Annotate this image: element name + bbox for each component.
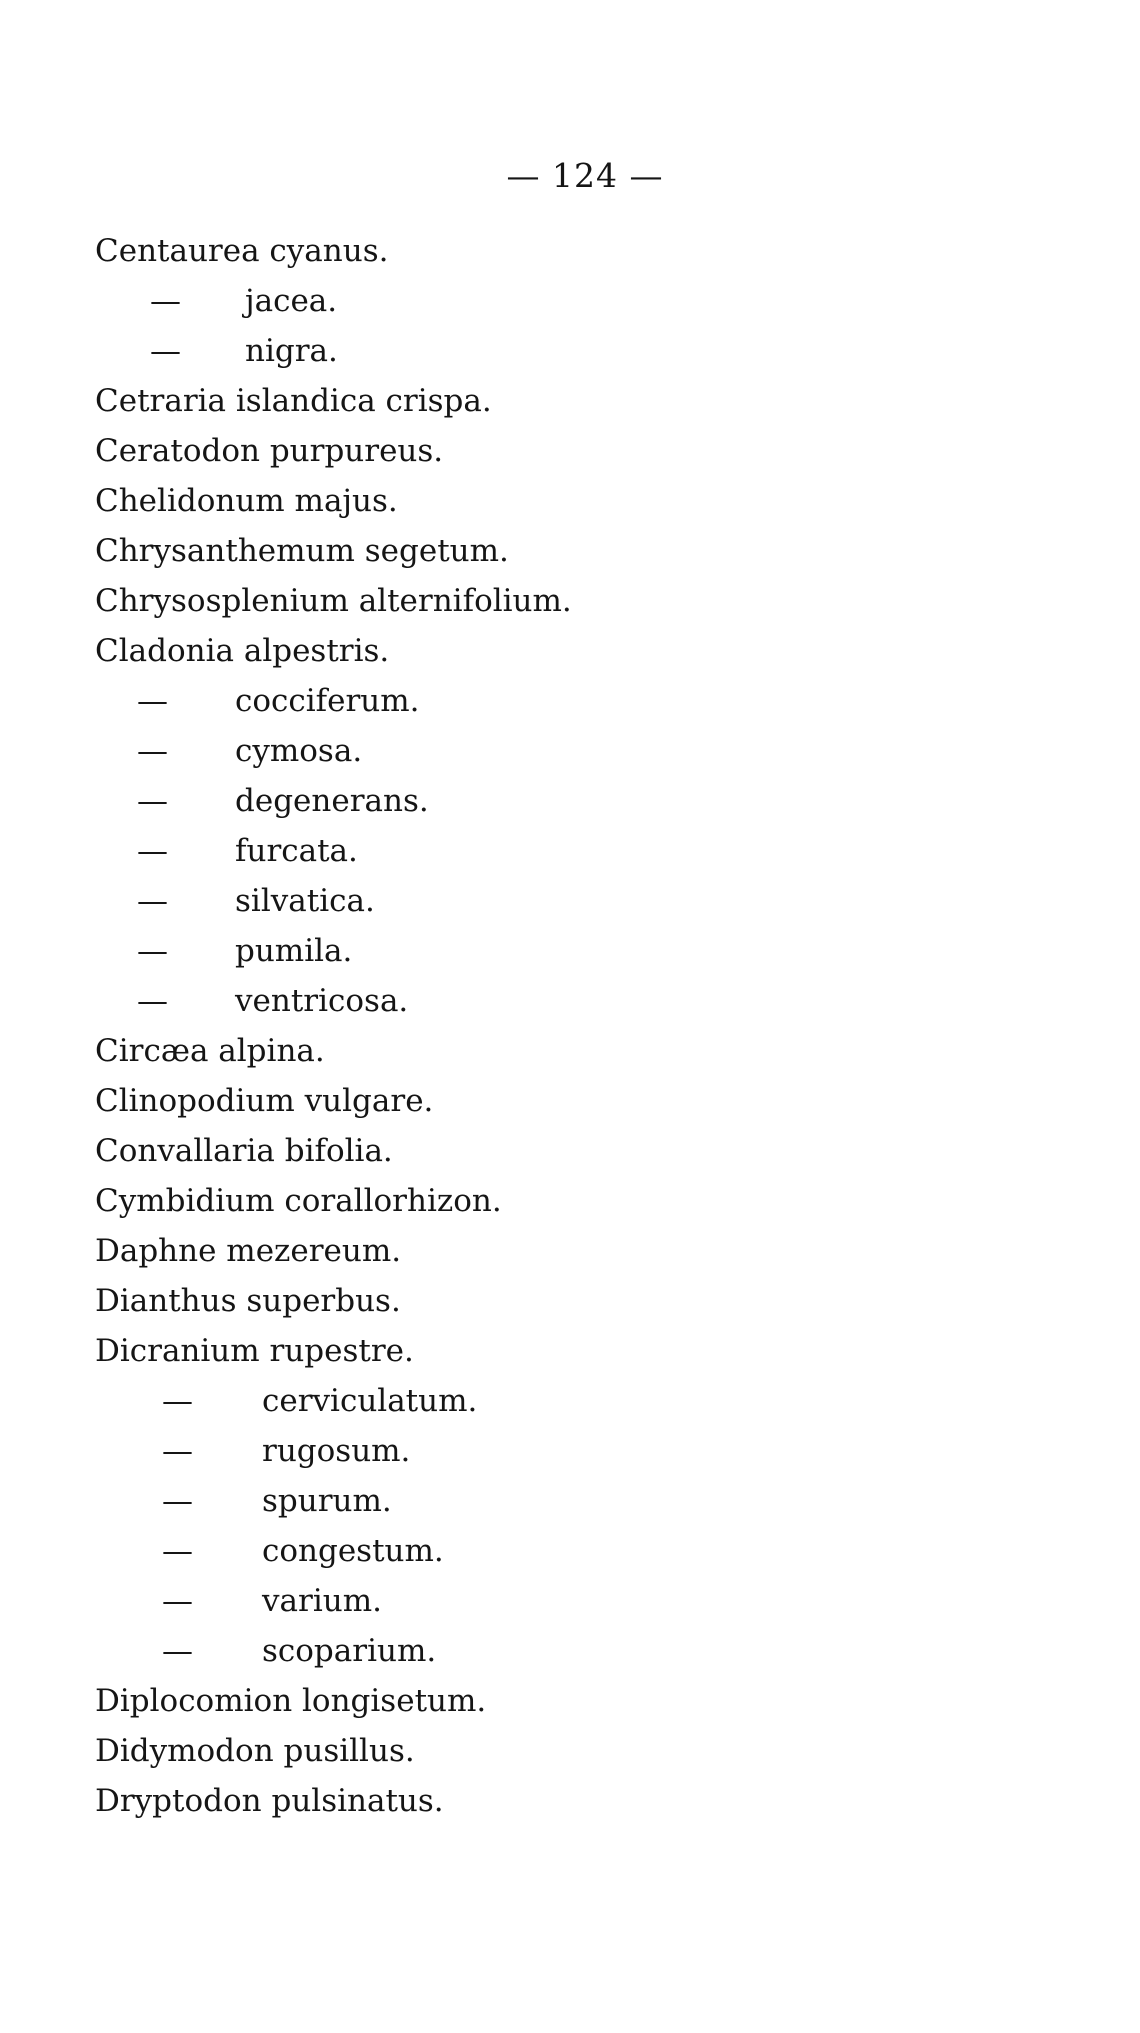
species-entry: ventricosa. <box>235 983 409 1019</box>
species-entry: cymosa. <box>235 733 363 769</box>
species-entry: jacea. <box>245 283 338 319</box>
species-entry: pumila. <box>235 933 353 969</box>
ditto-dash: — <box>137 783 168 819</box>
page-number: — 124 — <box>506 156 664 195</box>
species-entry: spurum. <box>262 1483 392 1519</box>
species-entry: rugosum. <box>262 1433 411 1469</box>
ditto-dash: — <box>150 283 181 319</box>
genus-entry: Clinopodium vulgare. <box>95 1083 434 1119</box>
ditto-dash: — <box>137 933 168 969</box>
genus-entry: Cladonia alpestris. <box>95 633 390 669</box>
genus-entry: Daphne mezereum. <box>95 1233 402 1269</box>
genus-entry: Didymodon pusillus. <box>95 1733 415 1769</box>
ditto-dash: — <box>162 1583 193 1619</box>
genus-entry: Chrysanthemum segetum. <box>95 533 509 569</box>
genus-entry: Dryptodon pulsinatus. <box>95 1783 444 1819</box>
genus-entry: Diplocomion longisetum. <box>95 1683 487 1719</box>
genus-entry: Cetraria islandica crispa. <box>95 383 492 419</box>
ditto-dash: — <box>137 833 168 869</box>
species-entry: cocciferum. <box>235 683 420 719</box>
species-entry: cerviculatum. <box>262 1383 478 1419</box>
genus-entry: Centaurea cyanus. <box>95 233 389 269</box>
ditto-dash: — <box>137 883 168 919</box>
genus-entry: Ceratodon purpureus. <box>95 433 444 469</box>
ditto-dash: — <box>162 1633 193 1669</box>
genus-entry: Chelidonum majus. <box>95 483 398 519</box>
ditto-dash: — <box>162 1383 193 1419</box>
ditto-dash: — <box>137 733 168 769</box>
ditto-dash: — <box>137 683 168 719</box>
ditto-dash: — <box>162 1483 193 1519</box>
species-entry: degenerans. <box>235 783 429 819</box>
genus-entry: Cymbidium corallorhizon. <box>95 1183 502 1219</box>
species-entry: varium. <box>262 1583 382 1619</box>
ditto-dash: — <box>162 1433 193 1469</box>
species-entry: silvatica. <box>235 883 375 919</box>
genus-entry: Dianthus superbus. <box>95 1283 401 1319</box>
genus-entry: Convallaria bifolia. <box>95 1133 393 1169</box>
ditto-dash: — <box>150 333 181 369</box>
genus-entry: Dicranium rupestre. <box>95 1333 414 1369</box>
species-entry: furcata. <box>235 833 358 869</box>
genus-entry: Chrysosplenium alternifolium. <box>95 583 572 619</box>
ditto-dash: — <box>137 983 168 1019</box>
ditto-dash: — <box>162 1533 193 1569</box>
species-entry: scoparium. <box>262 1633 437 1669</box>
species-entry: nigra. <box>245 333 338 369</box>
genus-entry: Circæa alpina. <box>95 1033 325 1069</box>
species-entry: congestum. <box>262 1533 444 1569</box>
